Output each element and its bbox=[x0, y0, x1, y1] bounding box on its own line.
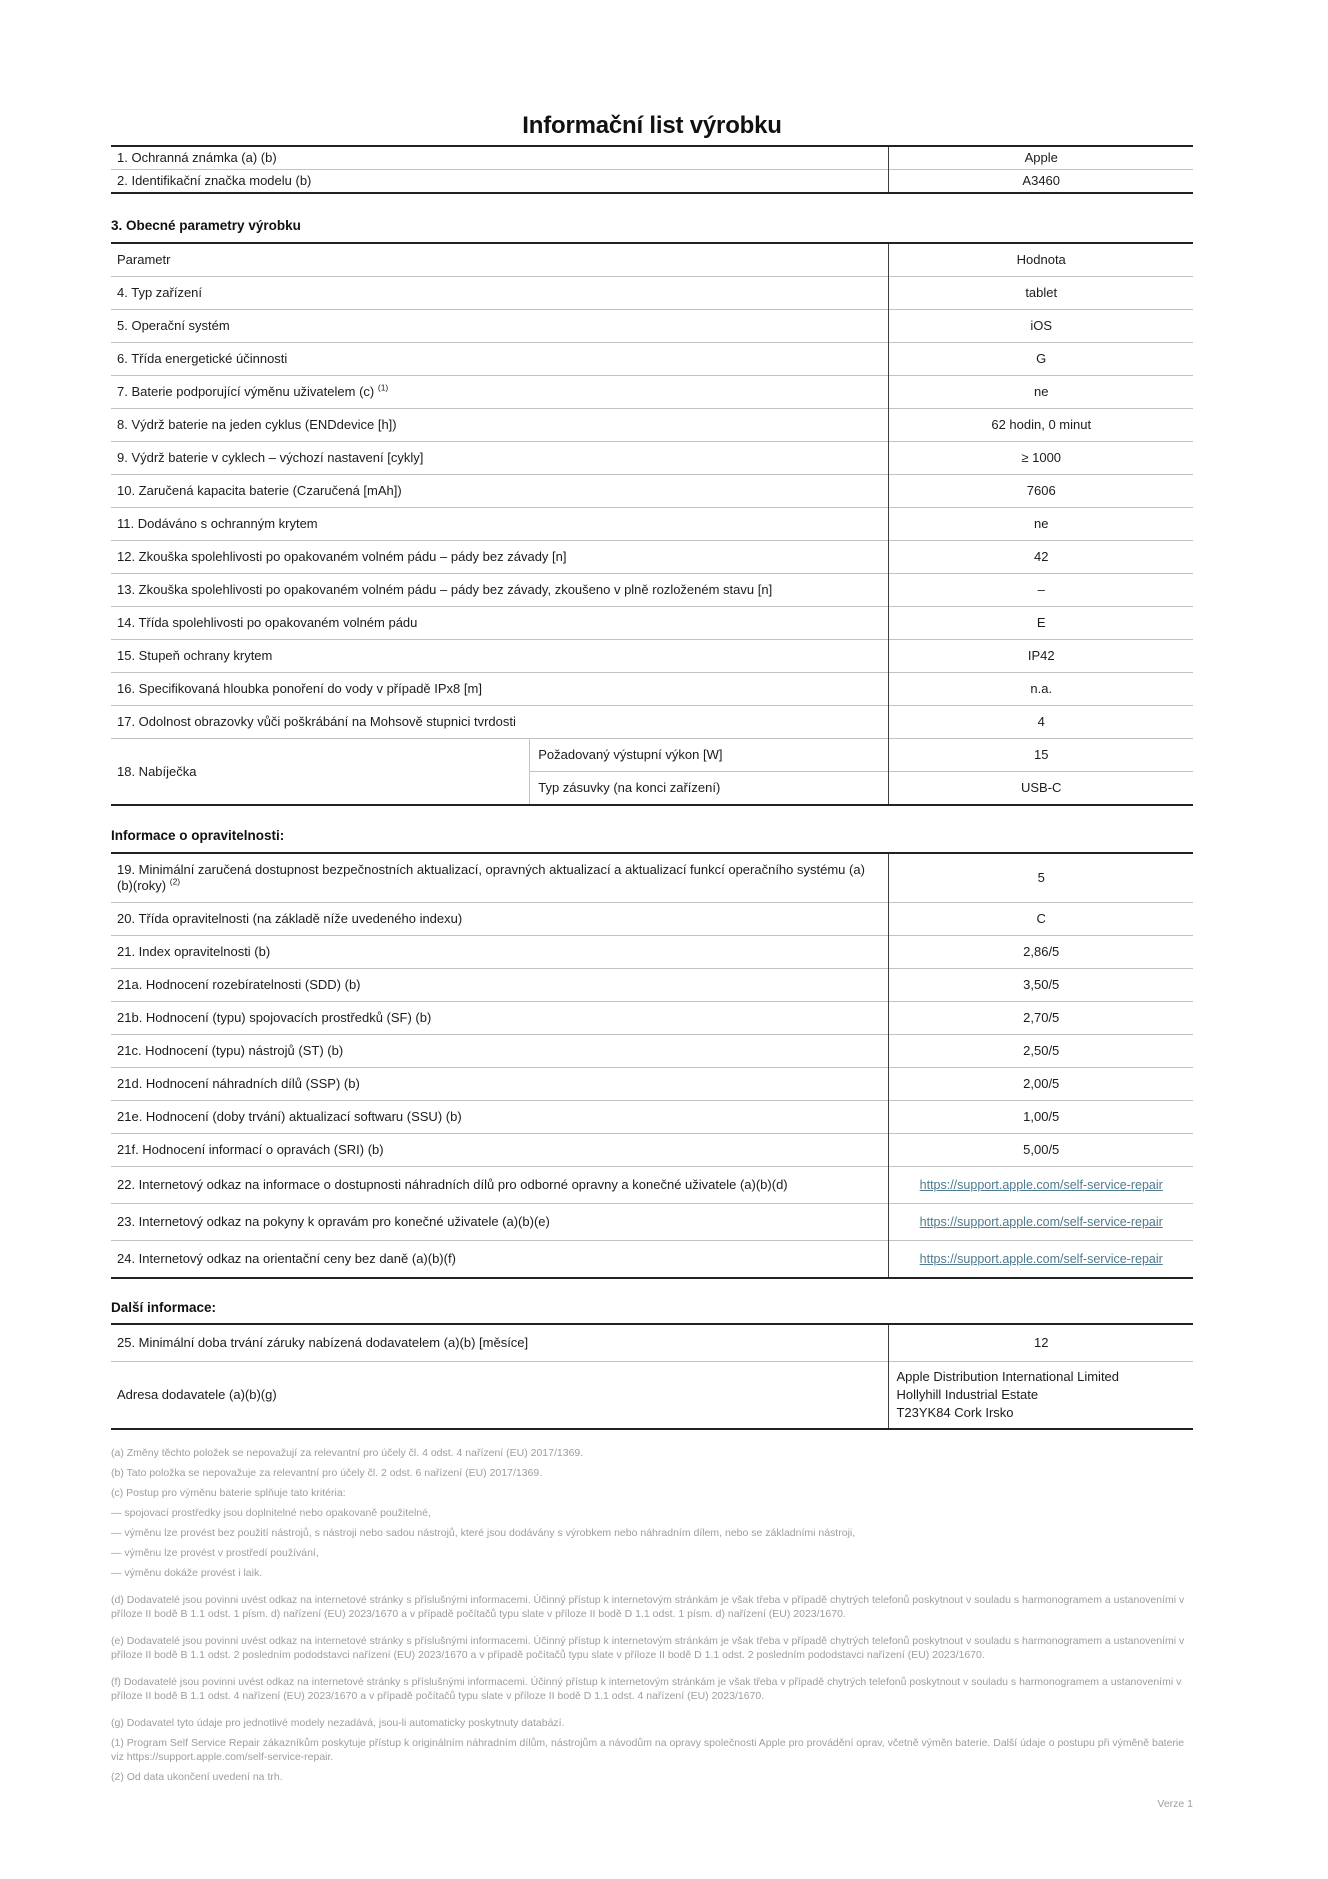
table-row bbox=[111, 1068, 1193, 1101]
param-label: 25. Minimální doba trvání záruky nabízená dodavatelem (a)(b) [měsíce] bbox=[117, 1335, 529, 1350]
footnote-item: (f) Dodavatelé jsou povinni uvést odkaz na internetové stránky s příslušnými informacemi. Účinný přístup k internetovým stránkám je však třeba v případě chytrých telefonů poskytnout v souladu s harmonogramem a ustanoveními v příloze II bodě B 1.1 odst. 4 nařízení (EU) 2023/1670 a v případě počítačů typu slate v příloze II bodě D 1.1 odst. 4 nařízení (EU) 2023/1670. bbox=[111, 1676, 1182, 1702]
param-label: 4. Typ zařízení bbox=[111, 277, 889, 310]
param-value: A3460 bbox=[889, 170, 1193, 194]
param-value: 2,70/5 bbox=[889, 1002, 1193, 1035]
address-line: Apple Distribution International Limited bbox=[896, 1369, 1120, 1384]
self-service-repair-link[interactable]: https://support.apple.com/self-service-repair bbox=[919, 1252, 1163, 1266]
footnotes-block bbox=[111, 1446, 1193, 1784]
param-label bbox=[111, 376, 889, 409]
footnote-item: — výměnu lze provést bez použití nástrojů, s nástroji nebo sadou nástrojů, které jsou dodávány s výrobkem nebo náhradním dílem, nebo se základními nástroji, bbox=[111, 1527, 856, 1539]
param-value: USB-C bbox=[889, 772, 1193, 806]
param-value: ≥ 1000 bbox=[889, 442, 1193, 475]
param-label: 14. Třída spolehlivosti po opakovaném volném pádu bbox=[111, 607, 889, 640]
footnote-item: (2) Od data ukončení uvedení na trh. bbox=[111, 1771, 283, 1783]
footnote-item: (d) Dodavatelé jsou povinni uvést odkaz na internetové stránky s příslušnými informacemi. Účinný přístup k internetovým stránkám je však třeba v případě chytrých telefonů poskytnout v souladu s harmonogramem a ustanoveními v příloze II bodě B 1.1 odst. 1 písm. d) nařízení (EU) 2023/1670 a v případě počítačů typu slate v příloze II bodě D 1.1 odst. 1 písm. d) nařízení (EU) 2023/1670. bbox=[111, 1594, 1185, 1620]
param-label: 10. Zaručená kapacita baterie (Czaručená [mAh]) bbox=[111, 475, 889, 508]
param-label-text: 7. Baterie podporující výměnu uživatelem (c) bbox=[117, 384, 375, 399]
param-value: 15 bbox=[889, 739, 1193, 772]
param-label: 15. Stupeň ochrany krytem bbox=[111, 640, 889, 673]
param-label: 21a. Hodnocení rozebíratelnosti (SDD) (b) bbox=[111, 969, 889, 1002]
param-label: 6. Třída energetické účinnosti bbox=[111, 343, 889, 376]
column-header-param: Parametr bbox=[117, 252, 171, 267]
param-value: 7606 bbox=[889, 475, 1193, 508]
param-value: E bbox=[889, 607, 1193, 640]
param-value: 2,50/5 bbox=[889, 1035, 1193, 1068]
section-heading-repairability: Informace o opravitelnosti: bbox=[111, 828, 285, 843]
param-value: 1,00/5 bbox=[889, 1101, 1193, 1134]
param-label: 1. Ochranná známka (a) (b) bbox=[117, 150, 277, 165]
param-label: 17. Odolnost obrazovky vůči poškrábání na Mohsově stupnici tvrdosti bbox=[111, 706, 889, 739]
additional-info-table bbox=[111, 1323, 1193, 1430]
column-header-value: Hodnota bbox=[889, 243, 1193, 277]
param-label: 11. Dodáváno s ochranným krytem bbox=[111, 508, 889, 541]
table-row bbox=[111, 1241, 1193, 1279]
footnote-item: — spojovací prostředky jsou doplnitelné nebo opakovaně použitelné, bbox=[111, 1507, 431, 1519]
param-value: 3,50/5 bbox=[889, 969, 1193, 1002]
param-label: 21b. Hodnocení (typu) spojovacích prostředků (SF) (b) bbox=[111, 1002, 889, 1035]
param-label: 21d. Hodnocení náhradních dílů (SSP) (b) bbox=[111, 1068, 889, 1101]
param-label: 8. Výdrž baterie na jeden cyklus (ENDdevice [h]) bbox=[111, 409, 889, 442]
table-row bbox=[111, 1167, 1193, 1204]
version-label: Verze 1 bbox=[1157, 1798, 1193, 1810]
table-row bbox=[111, 903, 1193, 936]
param-value: C bbox=[889, 903, 1193, 936]
general-parameters-table bbox=[111, 242, 1193, 806]
param-value bbox=[889, 1204, 1193, 1241]
footnote-marker: (1) bbox=[377, 382, 389, 393]
param-label: 21f. Hodnocení informací o opravách (SRI) (b) bbox=[111, 1134, 889, 1167]
self-service-repair-link[interactable]: https://support.apple.com/self-service-repair bbox=[919, 1215, 1163, 1229]
table-row bbox=[111, 442, 1193, 475]
param-value: ne bbox=[889, 508, 1193, 541]
table-row bbox=[111, 574, 1193, 607]
param-label: 21e. Hodnocení (doby trvání) aktualizací softwaru (SSU) (b) bbox=[111, 1101, 889, 1134]
self-service-repair-link[interactable]: https://support.apple.com/self-service-repair bbox=[919, 1178, 1163, 1192]
param-value: 2,00/5 bbox=[889, 1068, 1193, 1101]
table-row bbox=[111, 706, 1193, 739]
param-value: 42 bbox=[889, 541, 1193, 574]
table-row bbox=[111, 277, 1193, 310]
footnote-item: — výměnu dokáže provést i laik. bbox=[111, 1567, 263, 1579]
param-value: 4 bbox=[889, 706, 1193, 739]
document-page bbox=[111, 0, 1193, 1810]
param-label: 18. Nabíječka bbox=[111, 739, 530, 806]
table-row bbox=[111, 1204, 1193, 1241]
param-label: 21c. Hodnocení (typu) nástrojů (ST) (b) bbox=[111, 1035, 889, 1068]
address-line: Hollyhill Industrial Estate bbox=[896, 1387, 1039, 1402]
supplier-address bbox=[889, 1362, 1193, 1430]
param-value: 12 bbox=[889, 1324, 1193, 1362]
param-label: 2. Identifikační značka modelu (b) bbox=[111, 170, 889, 194]
table-row bbox=[111, 1035, 1193, 1068]
table-row bbox=[111, 508, 1193, 541]
param-value: tablet bbox=[889, 277, 1193, 310]
table-row bbox=[111, 1324, 1193, 1362]
section-heading-additional: Další informace: bbox=[111, 1300, 217, 1315]
table-row-charger bbox=[111, 739, 1193, 772]
table-row bbox=[111, 409, 1193, 442]
param-label: 12. Zkouška spolehlivosti po opakovaném volném pádu – pády bez závady [n] bbox=[111, 541, 889, 574]
identification-table bbox=[111, 145, 1193, 194]
param-value: 5 bbox=[889, 853, 1193, 903]
table-row-supplier-address bbox=[111, 1362, 1193, 1430]
table-row bbox=[111, 1002, 1193, 1035]
param-value: 62 hodin, 0 minut bbox=[889, 409, 1193, 442]
param-value: Apple bbox=[889, 146, 1193, 170]
footnote-item: — výměnu lze provést v prostředí používání, bbox=[111, 1547, 319, 1559]
param-label: Adresa dodavatele (a)(b)(g) bbox=[111, 1362, 889, 1430]
footnote-item: (a) Změny těchto položek se nepovažují za relevantní pro účely čl. 4 odst. 4 nařízení (EU) 2017/1369. bbox=[111, 1447, 584, 1459]
table-row bbox=[111, 146, 1193, 170]
footnote-item: (g) Dodavatel tyto údaje pro jednotlivé modely nezadává, jsou-li automaticky poskytnuty databází. bbox=[111, 1717, 565, 1729]
param-label: 9. Výdrž baterie v cyklech – výchozí nastavení [cykly] bbox=[111, 442, 889, 475]
table-row bbox=[111, 607, 1193, 640]
footnote-item: (b) Tato položka se nepovažuje za relevantní pro účely čl. 2 odst. 6 nařízení (EU) 2017/1369. bbox=[111, 1467, 543, 1479]
param-value: iOS bbox=[889, 310, 1193, 343]
param-label bbox=[111, 853, 889, 903]
param-value bbox=[889, 1241, 1193, 1279]
param-label: 16. Specifikovaná hloubka ponoření do vody v případě IPx8 [m] bbox=[111, 673, 889, 706]
param-value: G bbox=[889, 343, 1193, 376]
param-value: ne bbox=[889, 376, 1193, 409]
table-row bbox=[111, 969, 1193, 1002]
table-row bbox=[111, 170, 1193, 194]
param-label: 20. Třída opravitelnosti (na základě níže uvedeného indexu) bbox=[111, 903, 889, 936]
repairability-table bbox=[111, 852, 1193, 1279]
param-label: 13. Zkouška spolehlivosti po opakovaném volném pádu – pády bez závady, zkoušeno v plně rozloženém stavu [n] bbox=[111, 574, 889, 607]
section-heading-general: 3. Obecné parametry výrobku bbox=[111, 218, 301, 233]
charger-sub-label: Typ zásuvky (na konci zařízení) bbox=[530, 772, 889, 806]
table-row bbox=[111, 475, 1193, 508]
param-value: 2,86/5 bbox=[889, 936, 1193, 969]
page-title: Informační list výrobku bbox=[522, 112, 782, 139]
table-row bbox=[111, 640, 1193, 673]
table-row bbox=[111, 853, 1193, 903]
footnote-marker: (2) bbox=[169, 876, 181, 887]
param-value: n.a. bbox=[889, 673, 1193, 706]
param-label: 22. Internetový odkaz na informace o dostupnosti náhradních dílů pro odborné opravny a konečné uživatele (a)(b)(d) bbox=[111, 1167, 889, 1204]
table-row bbox=[111, 310, 1193, 343]
footnote-item: (e) Dodavatelé jsou povinni uvést odkaz na internetové stránky s příslušnými informacemi. Účinný přístup k internetovým stránkám je však třeba v případě chytrých telefonů poskytnout v souladu s harmonogramem a ustanoveními v příloze II bodě B 1.1 odst. 2 posledním pododstavci nařízení (EU) 2023/1670 a v případě počítačů typu slate v příloze II bodě D 1.1 odst. 2 posledním pododstavci nařízení (EU) 2023/1670. bbox=[111, 1635, 1185, 1661]
table-row bbox=[111, 1134, 1193, 1167]
table-row bbox=[111, 343, 1193, 376]
table-row bbox=[111, 541, 1193, 574]
param-value bbox=[889, 1167, 1193, 1204]
footnote-item: (c) Postup pro výměnu baterie splňuje tato kritéria: bbox=[111, 1487, 346, 1499]
param-label: 24. Internetový odkaz na orientační ceny bez daně (a)(b)(f) bbox=[111, 1241, 889, 1279]
param-value: – bbox=[889, 574, 1193, 607]
param-value: 5,00/5 bbox=[889, 1134, 1193, 1167]
table-row bbox=[111, 376, 1193, 409]
charger-sub-label: Požadovaný výstupní výkon [W] bbox=[530, 739, 889, 772]
param-label-text: 19. Minimální zaručená dostupnost bezpečnostních aktualizací, opravných aktualizací a aktualizací funkcí operačního systému (a)(b)(roky) bbox=[117, 862, 865, 893]
table-row bbox=[111, 936, 1193, 969]
param-label: 23. Internetový odkaz na pokyny k opravám pro konečné uživatele (a)(b)(e) bbox=[111, 1204, 889, 1241]
address-line: T23YK84 Cork Irsko bbox=[896, 1405, 1014, 1420]
table-row bbox=[111, 1101, 1193, 1134]
table-header-row bbox=[111, 243, 1193, 277]
param-label: 5. Operační systém bbox=[111, 310, 889, 343]
footnote-item: (1) Program Self Service Repair zákazníkům poskytuje přístup k originálním náhradním dílům, nástrojům a návodům na opravy společnosti Apple pro provádění oprav, včetně výměn baterie. Další údaje o postupu při výměně baterie viz https://support.apple.com/self-service-repair. bbox=[111, 1737, 1185, 1763]
param-label: 21. Index opravitelnosti (b) bbox=[111, 936, 889, 969]
table-row bbox=[111, 673, 1193, 706]
param-value: IP42 bbox=[889, 640, 1193, 673]
